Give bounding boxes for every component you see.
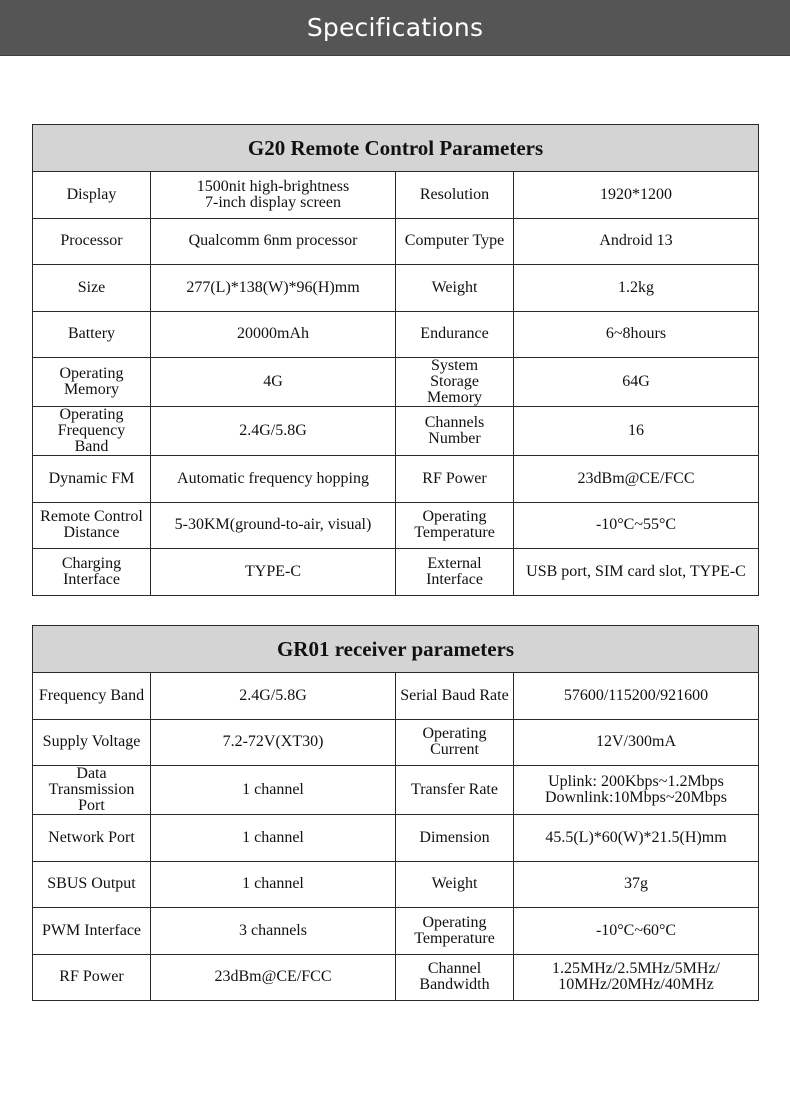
table-row: [33, 766, 759, 815]
param-label: Operating Frequency Band: [33, 407, 151, 456]
table-row: [33, 549, 759, 596]
param-label: Endurance: [396, 311, 514, 358]
param-value: Android 13: [514, 218, 759, 265]
table-row: [33, 456, 759, 503]
param-value: 45.5(L)*60(W)*21.5(H)mm: [514, 815, 759, 862]
param-value: 37g: [514, 861, 759, 908]
param-label: System Storage Memory: [396, 358, 514, 407]
param-label: PWM Interface: [33, 908, 151, 955]
gr01-receiver-table: [32, 625, 759, 1001]
param-value: 12V/300mA: [514, 719, 759, 766]
table-row: [33, 815, 759, 862]
param-value: TYPE-C: [151, 549, 396, 596]
param-value: 2.4G/5.8G: [151, 407, 396, 456]
param-label: Display: [33, 172, 151, 219]
table-row: [33, 673, 759, 720]
specifications-banner: [0, 0, 790, 56]
param-label: Processor: [33, 218, 151, 265]
table-row: [33, 719, 759, 766]
table-row: [33, 358, 759, 407]
param-value: 2.4G/5.8G: [151, 673, 396, 720]
param-label: Operating Temperature: [396, 502, 514, 549]
table-row: [33, 861, 759, 908]
param-value: 1500nit high-brightness 7-inch display screen: [151, 172, 396, 219]
param-value: 1 channel: [151, 815, 396, 862]
param-value: 3 channels: [151, 908, 396, 955]
param-label: Operating Memory: [33, 358, 151, 407]
param-label: Frequency Band: [33, 673, 151, 720]
param-label: Size: [33, 265, 151, 312]
g20-remote-control-table: [32, 124, 759, 596]
banner-title: Specifications: [306, 13, 484, 42]
param-value: 6~8hours: [514, 311, 759, 358]
param-value: 16: [514, 407, 759, 456]
param-value: USB port, SIM card slot, TYPE-C: [514, 549, 759, 596]
param-value: -10°C~60°C: [514, 908, 759, 955]
param-value: Automatic frequency hopping: [151, 456, 396, 503]
param-value: 23dBm@CE/FCC: [514, 456, 759, 503]
param-label: Data Transmission Port: [33, 766, 151, 815]
param-label: Battery: [33, 311, 151, 358]
table-title-row: [33, 125, 759, 172]
param-label: Channels Number: [396, 407, 514, 456]
table-row: [33, 172, 759, 219]
table-title: GR01 receiver parameters: [33, 626, 759, 673]
table-row: [33, 908, 759, 955]
table-body: [33, 673, 759, 1001]
param-label: Operating Temperature: [396, 908, 514, 955]
param-label: Charging Interface: [33, 549, 151, 596]
param-label: External Interface: [396, 549, 514, 596]
table-row: [33, 407, 759, 456]
param-label: Transfer Rate: [396, 766, 514, 815]
param-value: 1 channel: [151, 766, 396, 815]
param-label: SBUS Output: [33, 861, 151, 908]
param-value: 1.25MHz/2.5MHz/5MHz/ 10MHz/20MHz/40MHz: [514, 954, 759, 1001]
param-label: Weight: [396, 265, 514, 312]
param-label: Supply Voltage: [33, 719, 151, 766]
param-label: Serial Baud Rate: [396, 673, 514, 720]
table-title: G20 Remote Control Parameters: [33, 125, 759, 172]
param-value: 7.2-72V(XT30): [151, 719, 396, 766]
table-row: [33, 265, 759, 312]
param-label: Weight: [396, 861, 514, 908]
param-label: Dynamic FM: [33, 456, 151, 503]
param-value: -10°C~55°C: [514, 502, 759, 549]
param-value: 277(L)*138(W)*96(H)mm: [151, 265, 396, 312]
param-label: Operating Current: [396, 719, 514, 766]
param-value: 1 channel: [151, 861, 396, 908]
param-label: Computer Type: [396, 218, 514, 265]
table-body: [33, 172, 759, 596]
table-row: [33, 502, 759, 549]
param-label: Remote Control Distance: [33, 502, 151, 549]
param-label: RF Power: [33, 954, 151, 1001]
param-value: 1.2kg: [514, 265, 759, 312]
param-value: Qualcomm 6nm processor: [151, 218, 396, 265]
param-value: 20000mAh: [151, 311, 396, 358]
param-label: Resolution: [396, 172, 514, 219]
param-label: Channel Bandwidth: [396, 954, 514, 1001]
param-value: 1920*1200: [514, 172, 759, 219]
param-value: 23dBm@CE/FCC: [151, 954, 396, 1001]
table-row: [33, 311, 759, 358]
table-row: [33, 218, 759, 265]
param-value: 64G: [514, 358, 759, 407]
param-value: 5-30KM(ground-to-air, visual): [151, 502, 396, 549]
param-label: Network Port: [33, 815, 151, 862]
table-title-row: [33, 626, 759, 673]
param-label: Dimension: [396, 815, 514, 862]
param-label: RF Power: [396, 456, 514, 503]
table-row: [33, 954, 759, 1001]
param-value: 4G: [151, 358, 396, 407]
param-value: Uplink: 200Kbps~1.2Mbps Downlink:10Mbps~20Mbps: [514, 766, 759, 815]
param-value: 57600/115200/921600: [514, 673, 759, 720]
